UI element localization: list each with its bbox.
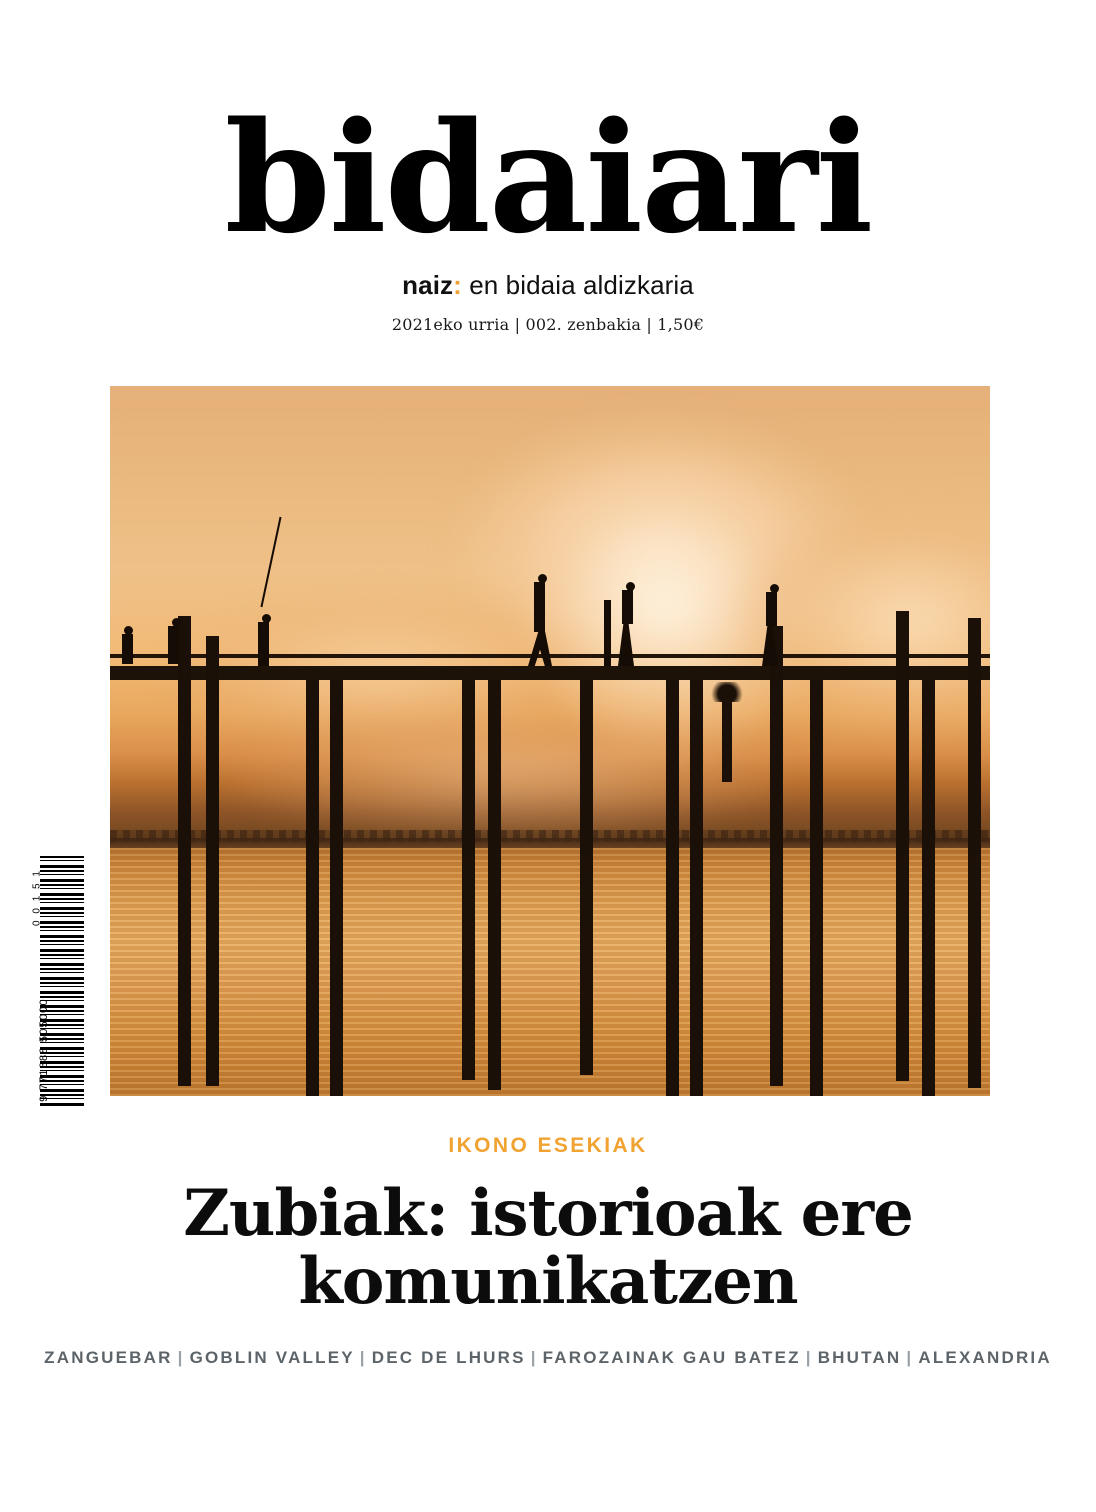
post-reflection <box>667 856 678 1066</box>
topic-separator: | <box>530 1348 538 1367</box>
cover-photo-scene <box>110 386 990 1096</box>
bridge-post <box>690 680 703 1096</box>
person-silhouette-skirt <box>618 622 634 666</box>
post-reflection <box>897 856 908 1071</box>
person-silhouette <box>258 622 269 666</box>
topic-item: GOBLIN VALLEY <box>189 1348 355 1367</box>
headline-line-2: komunikatzen <box>298 1243 798 1319</box>
tagline-text: en bidaia aldizkaria <box>469 269 694 300</box>
issue-line: 2021eko urria | 002. zenbakia | 1,50€ <box>391 314 705 334</box>
barcode-digits: 9 771888 505000 <box>38 998 50 1102</box>
topic-item: DEC DE LHURS <box>371 1348 526 1367</box>
post-reflection <box>969 856 980 1066</box>
bridge-post <box>810 680 823 1096</box>
topic-separator: | <box>906 1348 914 1367</box>
post-reflection <box>581 856 592 1056</box>
cover-photo <box>110 386 990 1096</box>
water-surface <box>110 848 990 1096</box>
fishing-rod <box>260 517 281 607</box>
horizon-line <box>110 838 990 848</box>
headline-line-1: Zubiak: istorioak ere <box>183 1176 913 1251</box>
person-silhouette <box>622 590 633 624</box>
person-silhouette <box>604 600 611 666</box>
topic-item: ZANGUEBAR <box>44 1348 173 1367</box>
person-silhouette-legs <box>528 630 552 666</box>
kicker: IKONO ESEKIAK <box>448 1134 648 1157</box>
cloud-icon <box>450 416 870 656</box>
barcode-issue-code: 0 0 1 5 1 <box>31 869 43 926</box>
topic-separator: | <box>359 1348 367 1367</box>
person-silhouette <box>766 592 777 626</box>
bridge-deck <box>110 666 990 680</box>
cloud-icon <box>530 456 830 756</box>
topic-separator: | <box>805 1348 813 1367</box>
person-silhouette <box>122 634 133 664</box>
topic-separator: | <box>177 1348 185 1367</box>
post-reflection <box>463 856 474 1046</box>
headline <box>80 1176 1016 1319</box>
bridge-post <box>488 680 501 1090</box>
post-reflection <box>771 856 782 1071</box>
bridge-post <box>330 680 343 1096</box>
water-ripples <box>110 848 990 1096</box>
masthead <box>0 88 1096 334</box>
naiz-wordmark: naiz <box>402 269 454 300</box>
bridge-post <box>922 680 935 1096</box>
person-silhouette <box>168 626 179 664</box>
masthead-tagline <box>0 270 1096 301</box>
bridge-post <box>178 616 191 1086</box>
topic-item: ALEXANDRIA <box>918 1348 1052 1367</box>
topic-item: BHUTAN <box>817 1348 902 1367</box>
naiz-colon-icon: : <box>453 269 462 300</box>
magazine-title: bidaiari <box>224 88 872 267</box>
barcode <box>22 856 84 1108</box>
post-reflection <box>307 856 318 1056</box>
dead-tree <box>722 686 732 782</box>
topic-list <box>0 1348 1096 1368</box>
bridge-post <box>206 636 219 1086</box>
person-silhouette <box>534 582 545 632</box>
topic-item: FAROZAINAK GAU BATEZ <box>542 1348 801 1367</box>
